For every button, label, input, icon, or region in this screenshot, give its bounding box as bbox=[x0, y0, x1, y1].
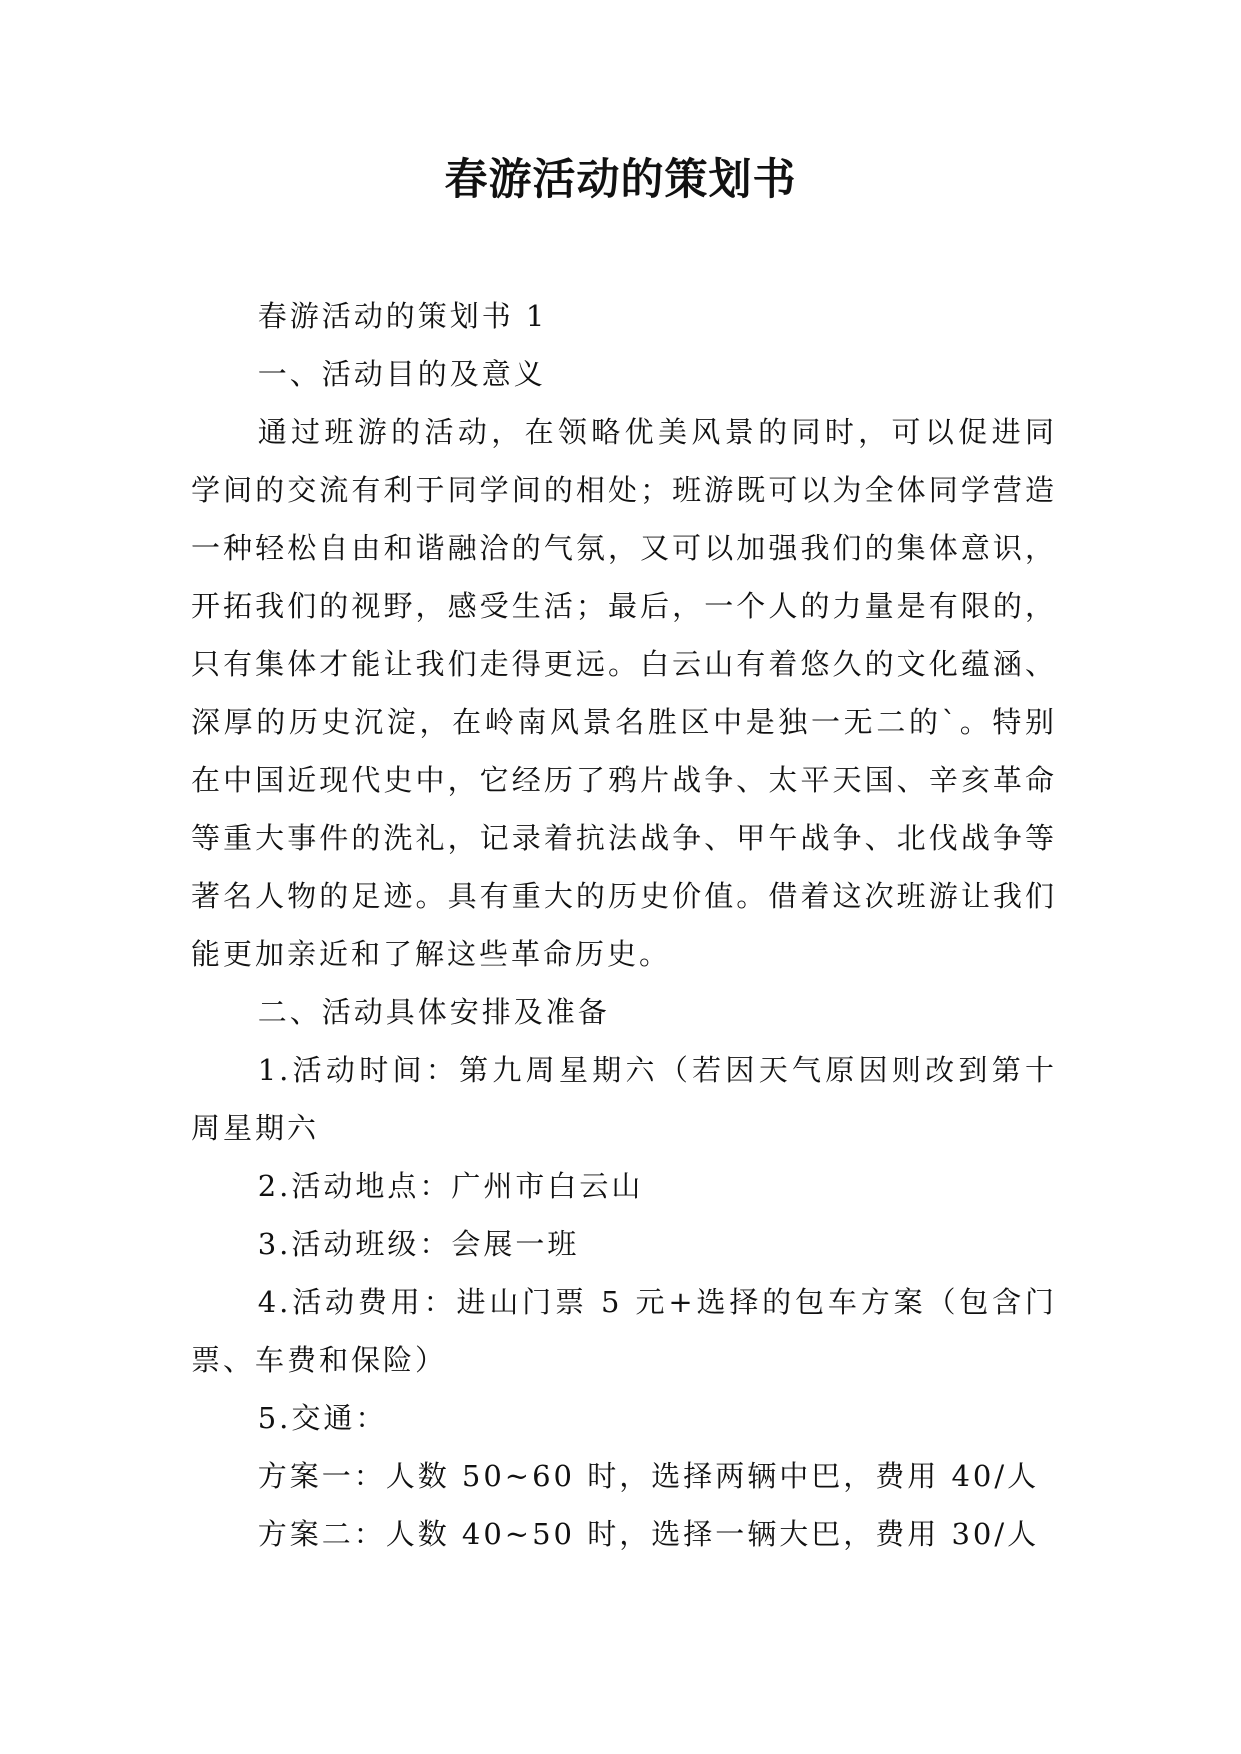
activity-class-item: 3.活动班级：会展一班 bbox=[257, 1227, 580, 1261]
transport-plan-one: 方案一：人数 50~60 时，选择两辆中巴，费用 40/人 bbox=[257, 1459, 1040, 1493]
document-body bbox=[191, 287, 1057, 1563]
subtitle-paragraph: 春游活动的策划书 1 bbox=[257, 299, 548, 333]
section-heading-purpose: 一、活动目的及意义 bbox=[257, 357, 546, 391]
purpose-paragraph: 通过班游的活动，在领略优美风景的同时，可以促进同学间的交流有利于同学间的相处；班游既可以为全体同学营造一种轻松自由和谐融洽的气氛，又可以加强我们的集体意识，开拓我们的视野，感受生活；最后，一个人的力量是有限的，只有集体才能让我们走得更远。白云山有着悠久的文化蕴涵、深厚的历史沉淀，在岭南风景名胜区中是独一无二的`。特别在中国近现代史中，它经历了鸦片战争、太平天国、辛亥革命等重大事件的洗礼，记录着抗法战争、甲午战争、北伐战争等著名人物的足迹。具有重大的历史价值。借着这次班游让我们能更加亲近和了解这些革命历史。 bbox=[191, 415, 1057, 971]
activity-cost-item: 4.活动费用：进山门票 5 元+选择的包车方案（包含门票、车费和保险） bbox=[191, 1285, 1057, 1377]
section-heading-arrangement: 二、活动具体安排及准备 bbox=[257, 995, 610, 1029]
transport-plan-two: 方案二：人数 40~50 时，选择一辆大巴，费用 30/人 bbox=[257, 1517, 1040, 1551]
transport-item: 5.交通： bbox=[257, 1401, 388, 1435]
activity-location-item: 2.活动地点：广州市白云山 bbox=[257, 1169, 644, 1203]
document-title: 春游活动的策划书 bbox=[444, 155, 797, 205]
activity-time-item: 1.活动时间：第九周星期六（若因天气原因则改到第十周星期六 bbox=[191, 1053, 1057, 1145]
